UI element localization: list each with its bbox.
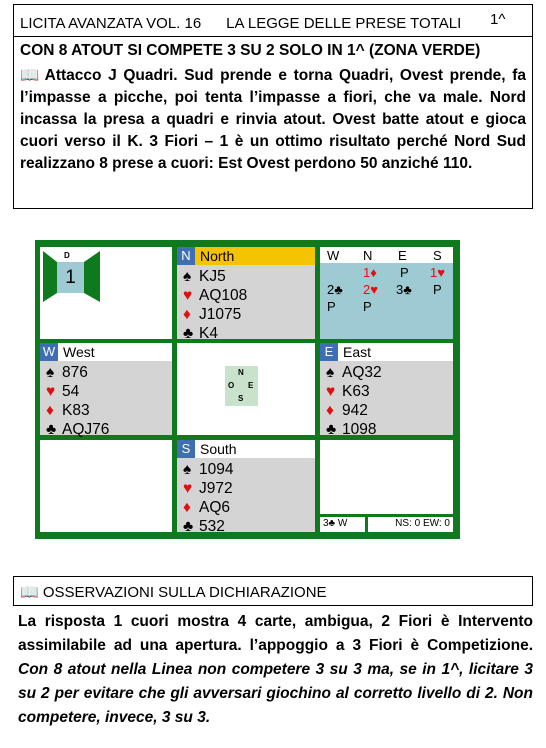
club-icon: ♣ bbox=[326, 421, 337, 438]
header-box bbox=[13, 4, 533, 209]
south-clubs: ♣ 532 bbox=[183, 518, 225, 535]
north-label bbox=[177, 247, 315, 265]
east-name: East bbox=[343, 344, 372, 360]
auction-bid: 2♥ bbox=[363, 282, 378, 297]
play-description-text: Attacco J Quadri. Sud prende e torna Quadri, Ovest prende, fa l’impasse a picche, poi tenta l’impasse a fiori, che va male. Nord incassa la presa a quadri e rinvia atout. Ovest batte atout e gioca cuori verso il K. 3 Fiori – 1 è un ottimo risultato perché Nord Sud realizzano 8 prese a cuori: Est Ovest perdono 50 anziché 110. bbox=[20, 67, 526, 172]
book-icon: 📖 bbox=[20, 584, 39, 601]
bridge-board bbox=[35, 240, 460, 539]
diamond-icon: ♦ bbox=[183, 306, 191, 323]
auction-header-w: W bbox=[327, 248, 340, 263]
header-title-row bbox=[14, 5, 532, 37]
zone-number: 1^ bbox=[490, 11, 506, 28]
heart-icon: ♥ bbox=[326, 383, 336, 400]
west-hand bbox=[40, 343, 172, 438]
auction-bid: 1♦ bbox=[363, 265, 377, 280]
observations-title: OSSERVAZIONI SULLA DICHIARAZIONE bbox=[42, 584, 327, 601]
empty-cell bbox=[40, 440, 172, 532]
east-spades: ♠ AQ32 bbox=[326, 364, 382, 381]
board-number: 1 bbox=[57, 262, 84, 293]
dealer-indicator bbox=[43, 251, 100, 302]
compass-icon: N O E S bbox=[225, 366, 258, 406]
score-label: NS: 0 EW: 0 bbox=[368, 517, 453, 532]
east-hand bbox=[320, 343, 453, 438]
north-spades: ♠ KJ5 bbox=[183, 268, 226, 285]
north-name: North bbox=[200, 248, 235, 264]
auction-bid: 1♥ bbox=[430, 265, 445, 280]
play-description bbox=[20, 65, 526, 175]
north-seat: N bbox=[177, 247, 195, 265]
observations-italic: Con 8 atout nella Linea non competere 3 su 3 ma, se in 1^, licitare 3 su 2 per evitare che gli avversari giochino al corretto livello di 2. Non competere, invece, 3 su 3. bbox=[18, 661, 533, 726]
south-spades: ♠ 1094 bbox=[183, 461, 234, 478]
west-name: West bbox=[63, 344, 95, 360]
south-name: South bbox=[200, 441, 237, 457]
diamond-icon: ♦ bbox=[46, 402, 54, 419]
east-diamonds: ♦ 942 bbox=[326, 402, 368, 419]
west-hearts: ♥ 54 bbox=[46, 383, 80, 400]
auction-panel bbox=[320, 247, 453, 339]
auction-bid: P bbox=[363, 299, 372, 314]
heart-icon: ♥ bbox=[183, 480, 193, 497]
south-diamonds: ♦ AQ6 bbox=[183, 499, 231, 516]
west-diamonds: ♦ K83 bbox=[46, 402, 90, 419]
club-icon: ♣ bbox=[46, 421, 57, 438]
spade-icon: ♠ bbox=[183, 268, 192, 285]
auction-bid: P bbox=[327, 299, 336, 314]
west-seat: W bbox=[40, 343, 58, 361]
observations-text: La risposta 1 cuori mostra 4 carte, ambigua, 2 Fiori è Intervento assimilabile ad una apertura. l’appoggio a 3 Fiori è Competizione. Con 8 atout nella Linea non competere 3 su 3 ma, se in 1^, licitare 3 su 2 per evitare che gli avversari giochino al corretto livello di 2. Non competere, invece, 3 su 3. bbox=[18, 613, 533, 726]
auction-header-n: N bbox=[363, 248, 373, 263]
south-hand bbox=[177, 440, 315, 535]
auction-bid: P bbox=[433, 282, 442, 297]
diamond-icon: ♦ bbox=[326, 402, 334, 419]
west-spades: ♠ 876 bbox=[46, 364, 88, 381]
contract-label: 3♣ W bbox=[320, 517, 365, 532]
heart-icon: ♥ bbox=[46, 383, 56, 400]
auction-header-s: S bbox=[433, 248, 442, 263]
diamond-icon: ♦ bbox=[183, 499, 191, 516]
east-label bbox=[320, 343, 453, 361]
north-hearts: ♥ AQ108 bbox=[183, 287, 248, 304]
heart-icon: ♥ bbox=[183, 287, 193, 304]
auction-bid: P bbox=[400, 265, 409, 280]
auction-header-e: E bbox=[398, 248, 407, 263]
subtitle: CON 8 ATOUT SI COMPETE 3 SU 2 SOLO IN 1^ (ZONA VERDE) bbox=[20, 42, 481, 59]
dealer-label: D bbox=[64, 251, 70, 260]
south-label bbox=[177, 440, 315, 458]
auction-bid: 2♣ bbox=[327, 282, 343, 297]
auction-bid: 3♣ bbox=[396, 282, 412, 297]
west-clubs: ♣ AQJ76 bbox=[46, 421, 110, 438]
north-clubs: ♣ K4 bbox=[183, 325, 218, 342]
east-seat: E bbox=[320, 343, 338, 361]
page-title: LICITA AVANZATA VOL. 16 LA LEGGE DELLE PRESE TOTALI bbox=[20, 15, 462, 32]
spade-icon: ♠ bbox=[326, 364, 335, 381]
north-hand bbox=[177, 247, 315, 342]
south-seat: S bbox=[177, 440, 195, 458]
spade-icon: ♠ bbox=[183, 461, 192, 478]
north-diamonds: ♦ J1075 bbox=[183, 306, 242, 323]
dealer-cell bbox=[40, 247, 172, 339]
spade-icon: ♠ bbox=[46, 364, 55, 381]
club-icon: ♣ bbox=[183, 518, 194, 535]
west-label bbox=[40, 343, 172, 361]
book-icon: 📖 bbox=[20, 67, 42, 84]
club-icon: ♣ bbox=[183, 325, 194, 342]
empty-cell bbox=[320, 440, 453, 514]
south-hearts: ♥ J972 bbox=[183, 480, 233, 497]
east-clubs: ♣ 1098 bbox=[326, 421, 377, 438]
east-hearts: ♥ K63 bbox=[326, 383, 370, 400]
observations-header bbox=[13, 576, 533, 606]
